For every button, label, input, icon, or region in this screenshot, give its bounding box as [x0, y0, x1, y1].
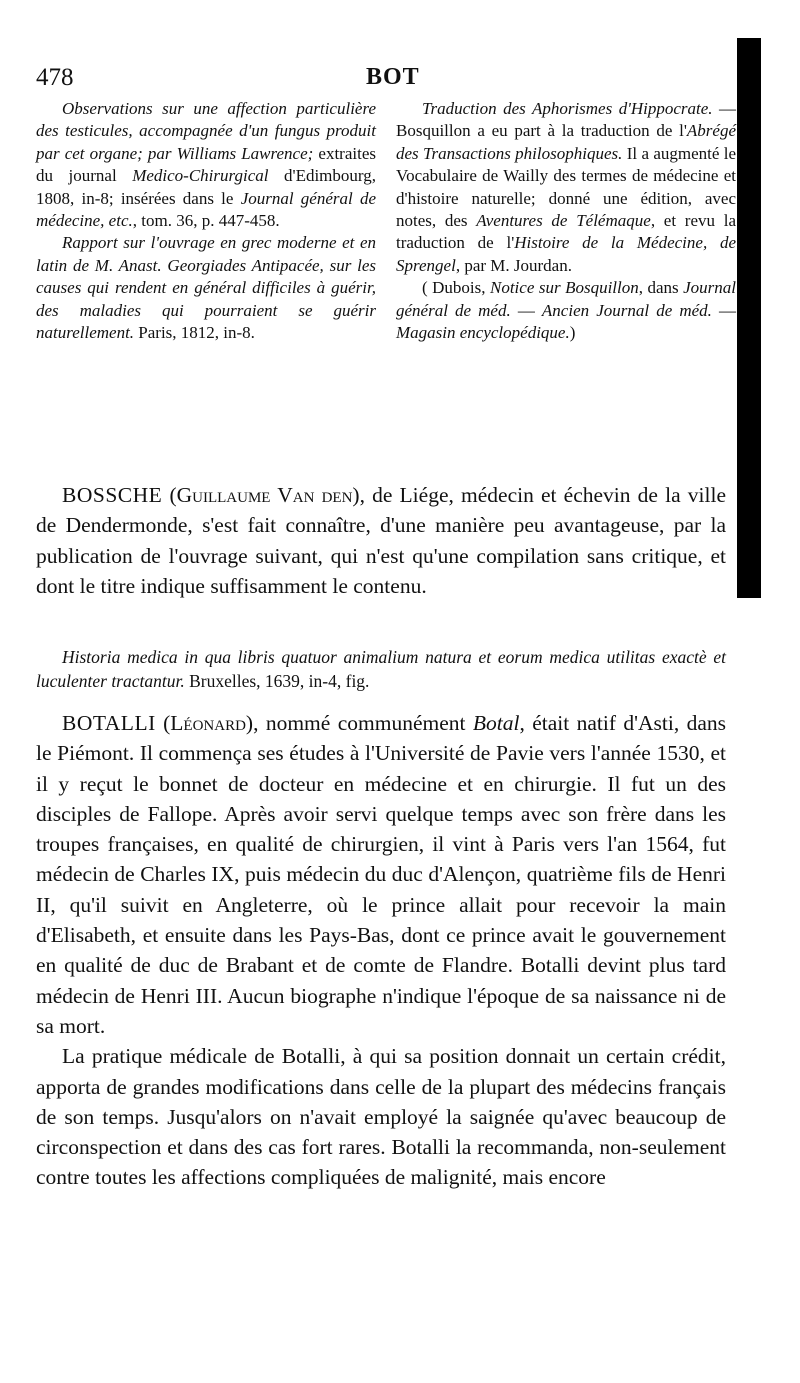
lawrence-title: Observations sur une affection particulière des testicules, accompagnée d'un fungus produit par cet organe; par Williams Lawrence;: [36, 99, 376, 163]
bossche-headword: BOSSCHE: [62, 483, 163, 507]
sources-note: ( Dubois, Notice sur Bosquillon, dans Journal général de méd. — Ancien Journal de méd. — Magasin encyclopédique.): [396, 278, 737, 343]
bossche-given-name: (Guillaume Van den): [169, 483, 360, 507]
botalli-given-name: (Léonard): [163, 711, 254, 735]
aphorismes-title: Traduction des Aphorismes d'Hippocrate.: [422, 99, 713, 118]
historia-medica-citation: Historia medica in qua libris quatuor animalium natura et eorum medica utilitas exactè et luculenter tractantur. Bruxelles, 1639, in-4, fig.: [36, 647, 726, 691]
botalli-entry: [36, 708, 726, 1193]
botalli-paragraph-1: BOTALLI (Léonard), nommé communément Botal, était natif d'Asti, dans le Piémont. Il commença ses études à l'Université de Pavie vers l'année 1530, et il y reçut le bonnet de docteur en médecine et en chirurgie. Il fut un des disciples de Fallope. Après avoir servi quelque temps avec son frère dans les troupes françaises, en qualité de chirurgien, il vint à Paris vers l'an 1564, fut médecin de Charles IX, puis médecin du duc d'Alençon, quatrième fils de Henri II, qu'il suivit en Angleterre, où le prince allait pour recevoir la main d'Elisabeth, et ensuite dans les Pays-Bas, dont ce prince avait le gouvernement en qualité de duc de Brabant et de comte de Flandre. Botalli devint plus tard médecin de Henri III. Aucun biographe n'indique l'époque de sa naissance ni de sa mort.: [36, 711, 727, 1038]
scan-edge-bar: [737, 38, 761, 598]
rapport-entry: Rapport sur l'ouvrage en grec moderne et en latin de M. Anast. Georgiades Antipacée, sur les causes qui rendent en général difficiles à guérir, des maladies qui pourraient se guérir naturellement. Paris, 1812, in-8.: [36, 233, 376, 343]
bossche-paragraph: BOSSCHE (Guillaume Van den), de Liége, médecin et échevin de la ville de Dendermonde, s'est fait connaître, d'une manière peu avantageuse, par la publication de l'ouvrage suivant, qui n'est qu'une compilation sans critique, et dont le titre indique suffisamment le contenu.: [36, 483, 727, 598]
bossche-bibliography: [36, 645, 726, 693]
left-column: [36, 98, 376, 344]
page-number: 478: [36, 64, 74, 91]
bossche-entry: [36, 480, 726, 601]
right-column: [396, 98, 736, 344]
botalli-headword: BOTALLI: [62, 711, 156, 735]
hippocrate-entry: Traduction des Aphorismes d'Hippocrate. — Bosquillon a eu part à la traduction de l'Abrégé des Transactions philosophiques. Il a augmenté le Vocabulaire de Wailly des termes de médecine et d'histoire naturelle; donné une édition, avec notes, des Aventures de Télémaque, et revu la traduction de l'Histoire de la Médecine, de Sprengel, par M. Jourdan.: [396, 99, 737, 275]
rapport-title: Rapport sur l'ouvrage en grec moderne et en latin de M. Anast. Georgiades Antipacée, sur les causes qui rendent en général difficiles à guérir, des maladies qui pourraient se guérir naturellement.: [36, 233, 376, 343]
page-header: [36, 64, 716, 94]
running-head: BOT: [366, 64, 420, 90]
botalli-paragraph-2: La pratique médicale de Botalli, à qui sa position donnait un certain crédit, apporta de grandes modifications dans celle de la plupart des médecins français de son temps. Jusqu'alors on n'avait employé la saignée qu'avec beaucoup de circonspection et dans des cas fort rares. Botalli la recommanda, non-seulement contre toutes les affections compliquées de malignité, mais encore: [36, 1044, 726, 1190]
lawrence-entry: Observations sur une affection particulière des testicules, accompagnée d'un fungus produit par cet organe; par Williams Lawrence; extraites du journal Medico-Chirurgical d'Edimbourg, 1808, in-8; insérées dans le Journal général de médecine, etc., tom. 36, p. 447-458.: [36, 99, 377, 231]
historia-medica-title: Historia medica in qua libris quatuor animalium natura et eorum medica utilitas exactè et luculenter tractantur.: [36, 647, 726, 691]
